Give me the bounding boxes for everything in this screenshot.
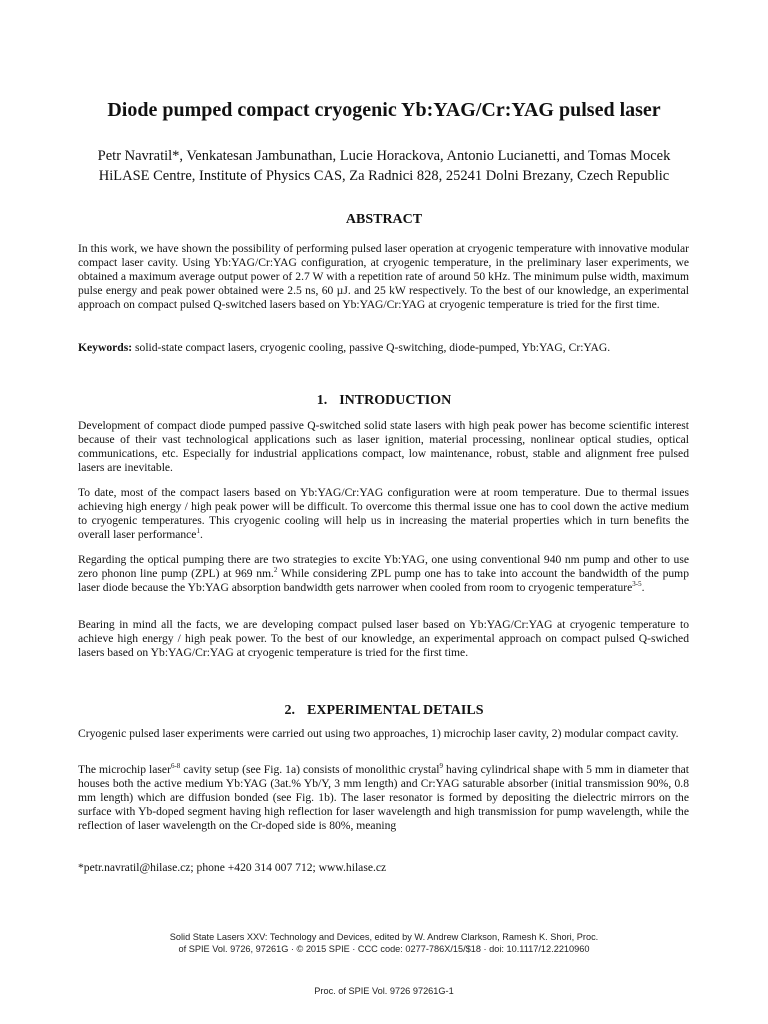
experimental-paragraph-1: Cryogenic pulsed laser experiments were carried out using two approaches, 1) microchip laser cavity, 2) modular compact cavity. [78,727,679,740]
citation-ref: 6-8 [170,762,181,771]
section-2-title: EXPERIMENTAL DETAILS [307,703,484,718]
section-1-title: INTRODUCTION [339,393,452,408]
section-1-heading [0,392,768,410]
publication-citation [0,932,768,955]
author-list: Petr Navratil*, Venkatesan Jambunathan, Lucie Horackova, Antonio Lucianetti, and Tomas Mocek [97,148,671,164]
keywords-text: solid-state compact lasers, cryogenic cooling, passive Q-switching, diode-pumped, Yb:YAG, Cr:YAG. [132,341,611,354]
experimental-paragraph-2: The microchip laser$^{6-8}$ cavity setup (see Fig. 1a) consists of monolithic crystal$^9$ having cylindrical shape with 5 mm in diameter that houses both the active medium Yb:YAG (3at.% Yb/Y, 3 mm length) and Cr:YAG saturable absorber (initial transmission 90%, 0.8 mm length) which are diffusion bonded (see Fig. 1b). The laser resonator is formed by depositing the dielectric mirrors on the surface with Yb-doped segment having high reflection for laser wavelength and high transmission for pump wavelength, while the reflection of laser wavelength on the Cr-doped side is 80%, meaning [78,762,689,833]
citation-ref: 3-5 [632,580,642,589]
abstract-text: In this work, we have shown the possibility of performing pulsed laser operation at cryogenic temperature with innovative modular compact laser cavity. Using Yb:YAG/Cr:YAG configuration, at cryogenic temperature, in the preliminary laser experiments, we obtained a maximum average output power of 2.7 W with a repetition rate of around 50 kHz. The minimum pulse width, maximum pulse energy and peak power obtained were 2.5 ns, 60 µJ. and 25 kW respectively. To the best of our knowledge, an experimental approach on compact pulsed Q-switched lasers based on Yb:YAG/Cr:YAG at cryogenic temperature is tried for the first time. [78,242,689,312]
abstract-heading: ABSTRACT [345,212,423,227]
paper-title: Diode pumped compact cryogenic Yb:YAG/Cr:YAG pulsed laser [107,99,661,121]
author-footnote: *petr.navratil@hilase.cz; phone +420 314 007 712; www.hilase.cz [78,861,387,874]
keywords-label: Keywords: [78,341,133,354]
keywords [78,341,689,355]
citation-line-1: Solid State Lasers XXV: Technology and Devices, edited by W. Andrew Clarkson, Ramesh K. Shori, Proc. [169,932,599,942]
citation-ref: 1 [196,527,200,536]
author-block [0,146,768,186]
section-1-number: 1. [316,393,328,408]
citation-ref: 9 [439,762,443,771]
intro-paragraph-4: Bearing in mind all the facts, we are developing compact pulsed laser based on Yb:YAG/Cr:YAG at cryogenic temperature to achieve high energy / high peak power. To the best of our knowledge, an experimental approach on compact pulsed Q-swiched lasers based on Yb:YAG/Cr:YAG at cryogenic temperature is tried for the first time. [78,618,689,660]
intro-paragraph-3: Regarding the optical pumping there are two strategies to excite Yb:YAG, one using conventional 940 nm pump and other to use zero phonon line pump (ZPL) at 969 nm.$^2$ While considering ZPL pump one has to take into account the bandwidth of the pump laser diode because the Yb:YAG absorption bandwidth gets narrower when cooled from room to cryogenic temperature$^{3-5}$. [78,553,689,595]
intro-paragraph-2: To date, most of the compact lasers based on Yb:YAG/Cr:YAG configuration were at room temperature. Due to thermal issues achieving high energy / high peak power will be difficult. To overcome this thermal issue one has to cool down the active medium to cryogenic temperatures. This cryogenic cooling will help us in increasing the material properties which in turn benefits the overall laser performance$^1$. [78,486,689,542]
citation-ref: 2 [273,566,278,575]
section-2-number: 2. [284,703,296,718]
citation-line-2: of SPIE Vol. 9726, 97261G · © 2015 SPIE · CCC code: 0277-786X/15/$18 · doi: 10.1117/12.2210960 [178,943,590,954]
affiliation: HiLASE Centre, Institute of Physics CAS, Za Radnici 828, 25241 Dolni Brezany, Czech Republic [98,168,670,184]
page-footer: Proc. of SPIE Vol. 9726 97261G-1 [314,986,454,996]
intro-paragraph-1: Development of compact diode pumped passive Q-switched solid state lasers with high peak power has become scientific interest because of their vast technological applications such as laser ignition, material processing, nonlinear optical studies, optical communications, etc. Especially for industrial applications compact, low maintenance, robust, stable and alignment free pulsed lasers are inevitable. [78,419,689,475]
section-2-heading [0,702,768,720]
